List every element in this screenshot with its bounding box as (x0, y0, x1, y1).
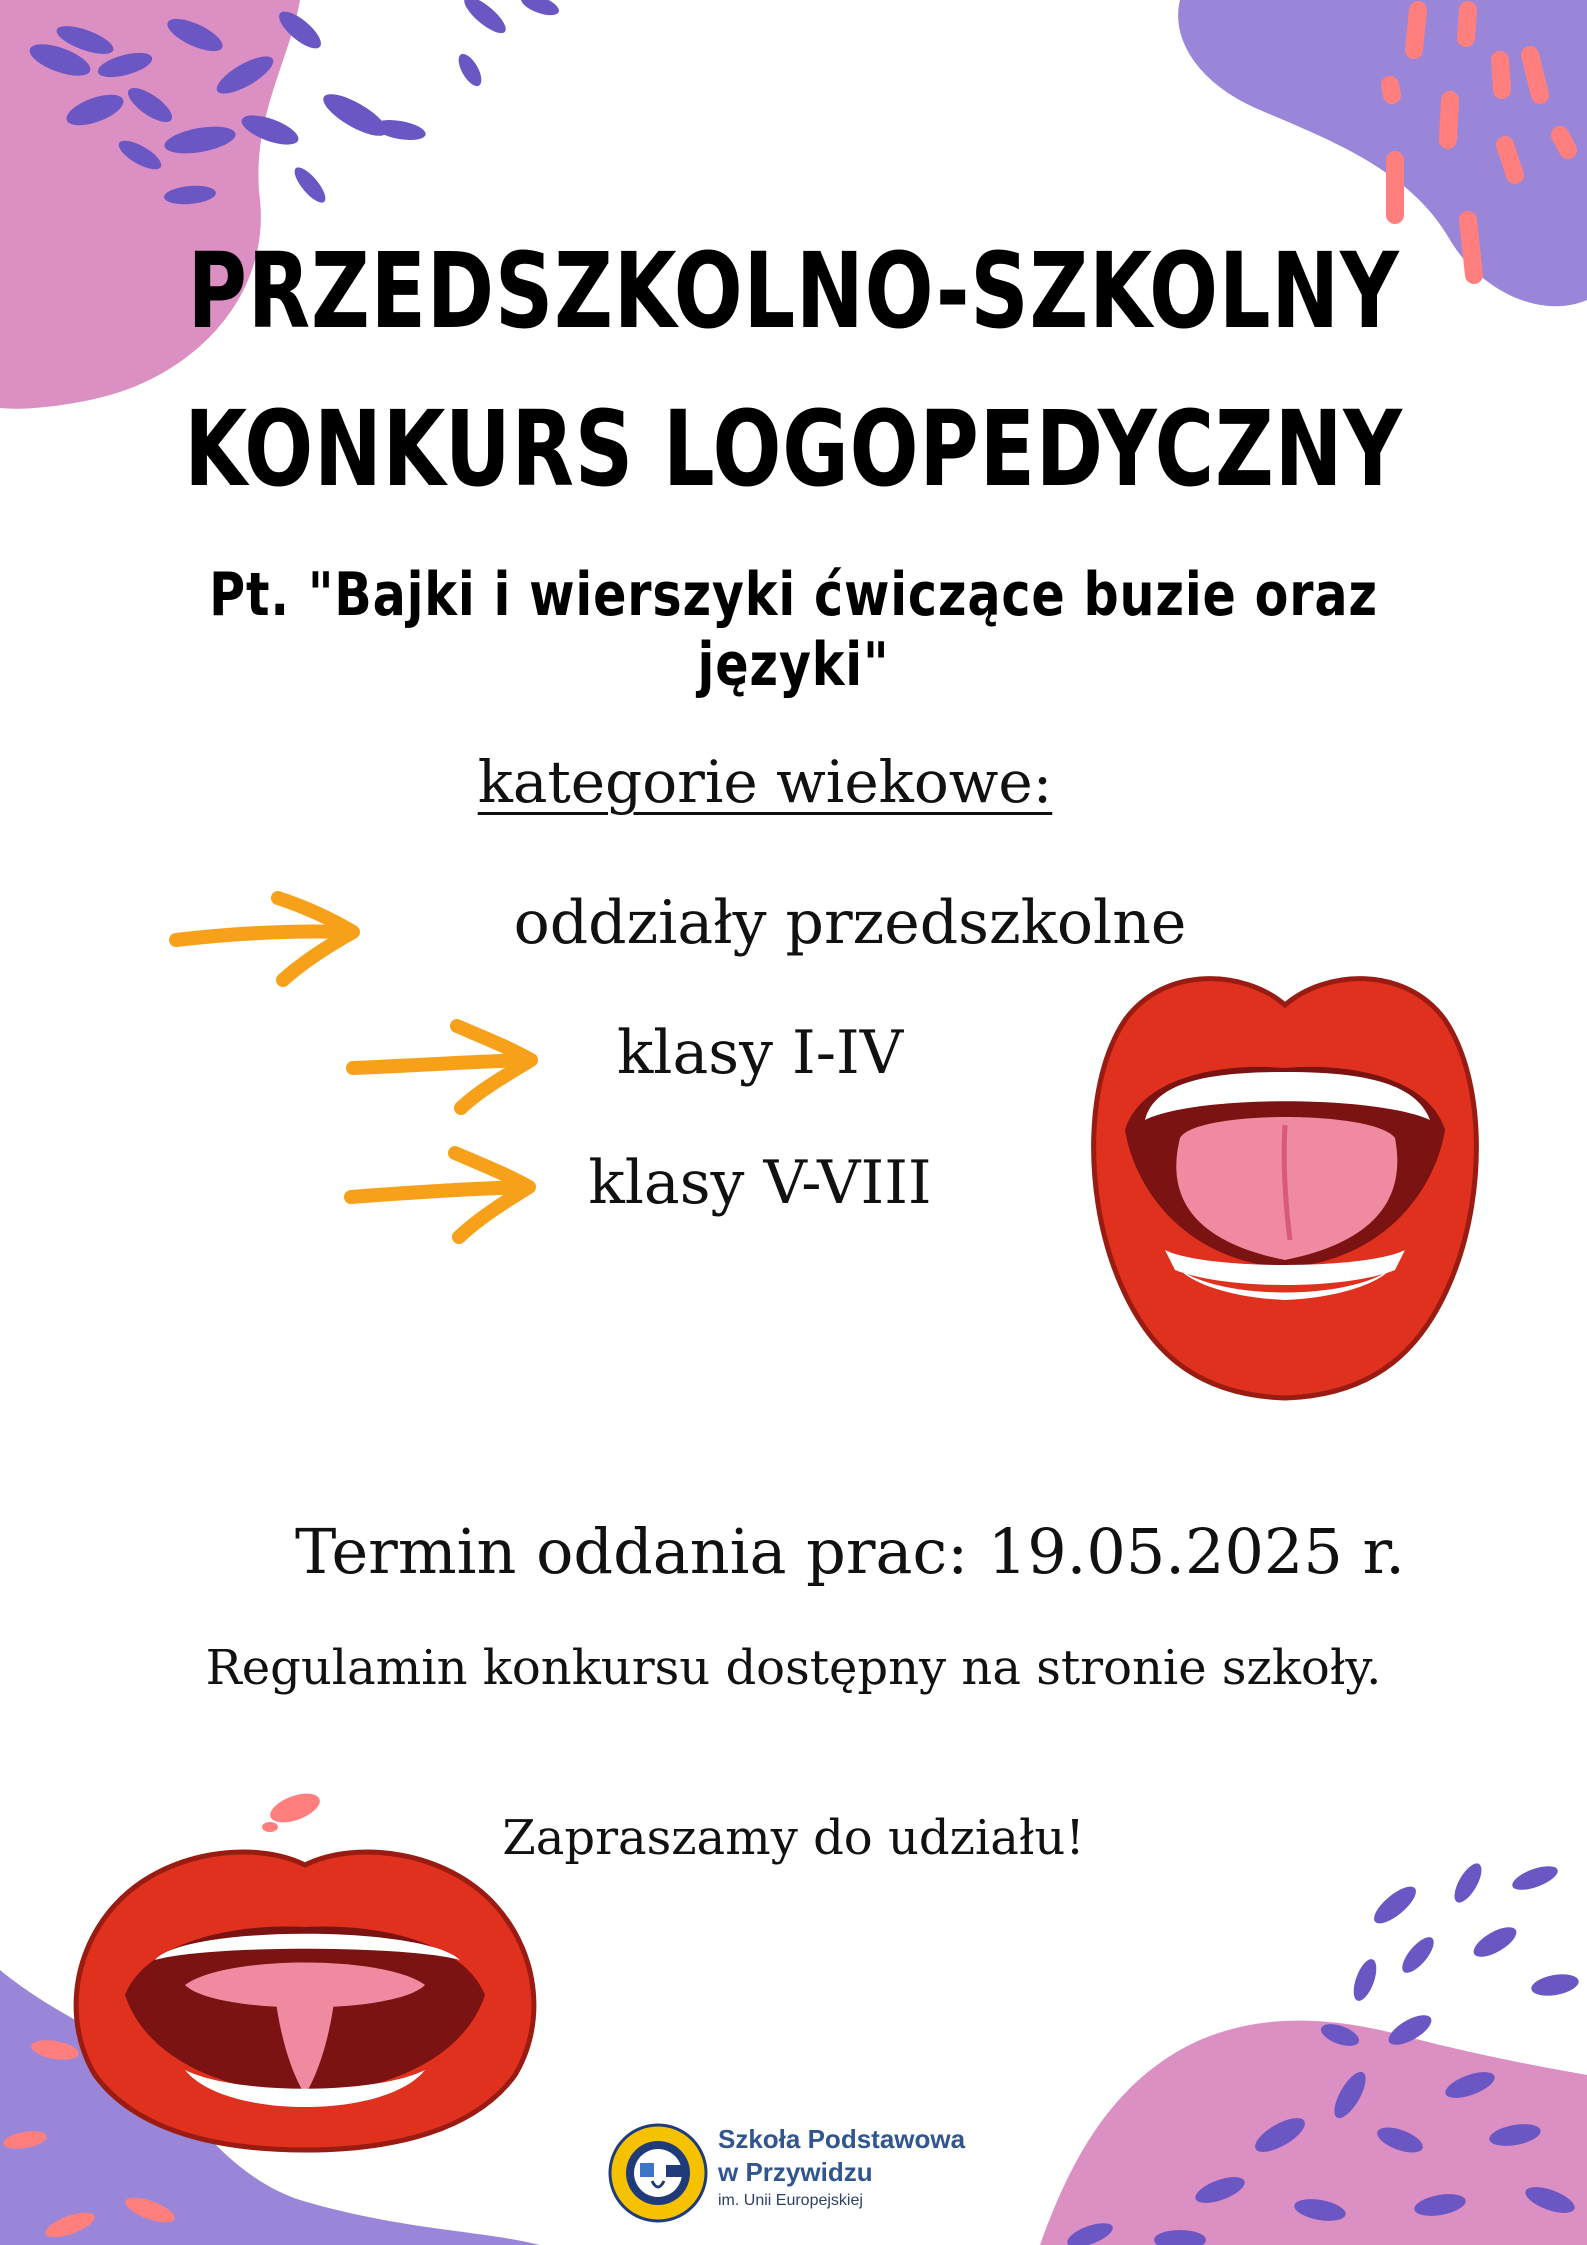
open-mouth-icon (1085, 970, 1485, 1410)
open-mouth-icon (65, 1845, 545, 2155)
subtitle: Pt. "Bajki i wierszyki ćwiczące buzie oraz języki" (209, 560, 1378, 700)
arrow-right-icon (168, 888, 368, 993)
title-line-1: PRZEDSZKOLNO-SZKOLNY (187, 230, 1400, 352)
deadline: Termin oddania prac: 19.05.2025 r. (294, 1515, 1406, 1588)
category-item: oddziały przedszkolne (513, 888, 1187, 958)
category-item: klasy I-IV (616, 1018, 904, 1088)
school-name-line-1: Szkoła Podstawowa (718, 2124, 966, 2154)
rules-note: Regulamin konkursu dostępny na stronie szkoły. (205, 1640, 1382, 1696)
categories-heading: kategorie wiekowe: (477, 748, 1053, 816)
school-emblem-icon (608, 2123, 708, 2223)
category-item: klasy V-VIII (588, 1148, 932, 1218)
school-name-line-3: im. Unii Europejskiej (718, 2192, 863, 2209)
invitation: Zapraszamy do udziału! (502, 1810, 1085, 1866)
school-name-line-2: w Przywidzu (718, 2157, 873, 2187)
title-line-2: KONKURS LOGOPEDYCZNY (184, 388, 1403, 510)
